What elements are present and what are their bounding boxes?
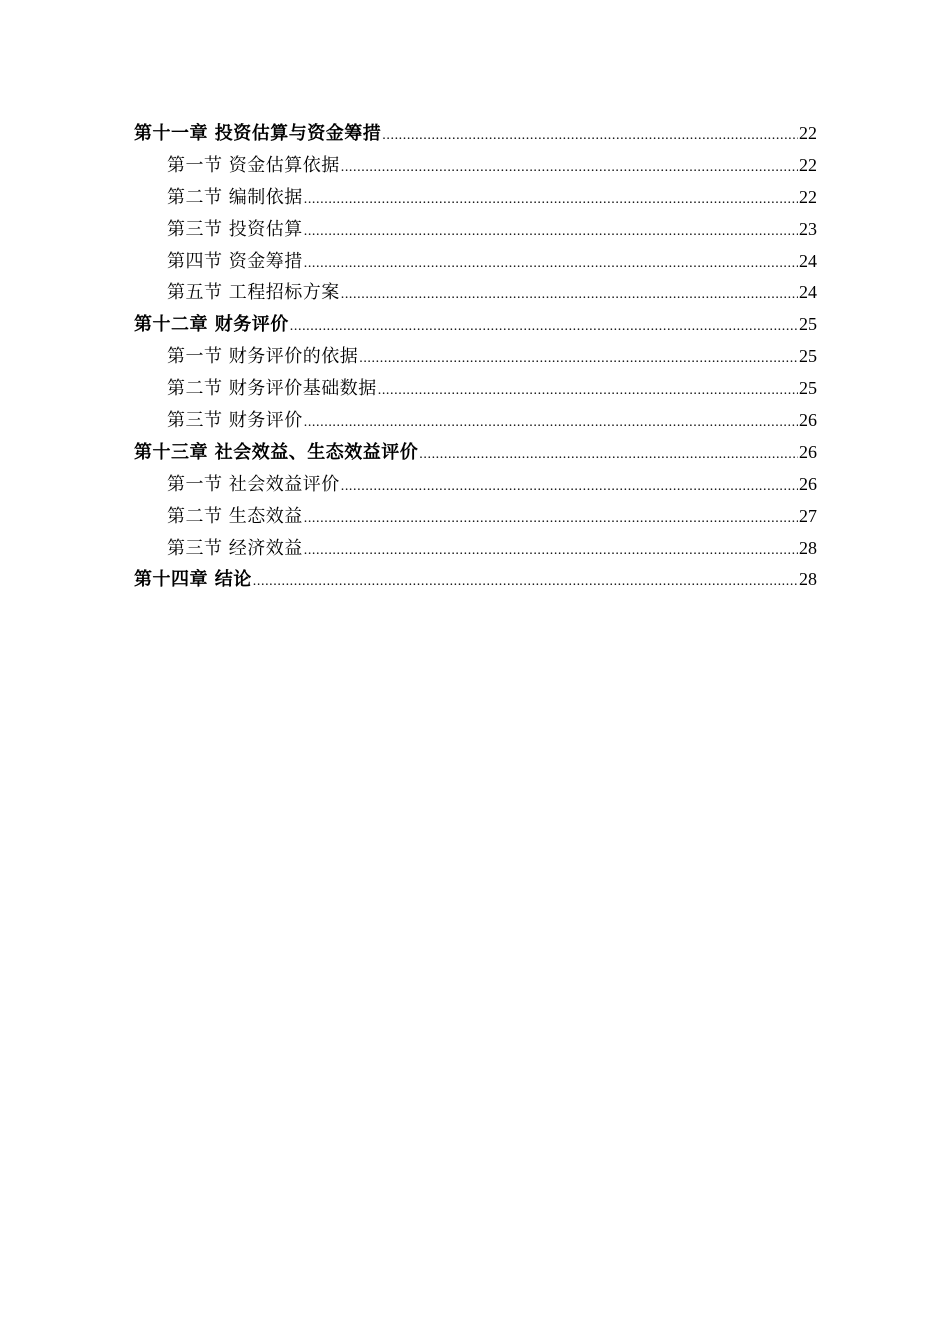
toc-entry-page: 24 bbox=[799, 250, 817, 271]
toc-entry-section[interactable] bbox=[134, 373, 817, 405]
toc-entry-page: 25 bbox=[799, 346, 817, 367]
toc-dot-leader bbox=[341, 471, 798, 503]
toc-entry-chapter-14[interactable] bbox=[134, 564, 817, 596]
toc-entry-section[interactable] bbox=[134, 469, 817, 501]
toc-entry-title: 第三节 投资估算 bbox=[167, 218, 303, 240]
toc-dot-leader bbox=[253, 566, 798, 598]
toc-entry-chapter-12[interactable] bbox=[134, 309, 817, 341]
toc-entry-title: 第三节 经济效益 bbox=[167, 537, 303, 559]
toc-entry-title: 第五节 工程招标方案 bbox=[167, 282, 340, 304]
toc-entry-page: 23 bbox=[799, 218, 817, 239]
toc-dot-leader bbox=[382, 120, 798, 152]
toc-entry-title: 第十三章 社会效益、生态效益评价 bbox=[134, 441, 419, 463]
toc-entry-section[interactable] bbox=[134, 501, 817, 533]
toc-dot-leader bbox=[304, 407, 798, 439]
toc-entry-page: 26 bbox=[799, 410, 817, 431]
toc-entry-page: 25 bbox=[799, 314, 817, 335]
toc-entry-title: 第一节 财务评价的依据 bbox=[167, 346, 359, 368]
toc-entry-page: 26 bbox=[799, 441, 817, 462]
toc-entry-title: 第二节 生态效益 bbox=[167, 505, 303, 527]
toc-entry-title: 第一节 资金估算依据 bbox=[167, 154, 340, 176]
toc-entry-section[interactable] bbox=[134, 533, 817, 565]
toc-entry-chapter-13[interactable] bbox=[134, 437, 817, 469]
toc-entry-page: 27 bbox=[799, 505, 817, 526]
toc-entry-page: 24 bbox=[799, 282, 817, 303]
toc-dot-leader bbox=[341, 152, 798, 184]
toc-dot-leader bbox=[419, 439, 798, 471]
toc-entry-section[interactable] bbox=[134, 341, 817, 373]
toc-dot-leader bbox=[304, 535, 798, 567]
toc-dot-leader bbox=[304, 216, 798, 248]
toc-entry-page: 22 bbox=[799, 123, 817, 143]
toc-entry-page: 28 bbox=[799, 537, 817, 558]
toc-entry-page: 26 bbox=[799, 473, 817, 494]
table-of-contents bbox=[134, 118, 817, 596]
toc-entry-title: 第一节 社会效益评价 bbox=[167, 473, 340, 495]
toc-entry-section[interactable] bbox=[134, 405, 817, 437]
toc-entry-title: 第三节 财务评价 bbox=[167, 410, 303, 432]
toc-dot-leader bbox=[304, 248, 798, 280]
toc-entry-section[interactable] bbox=[134, 182, 817, 214]
toc-entry-title: 第十四章 结论 bbox=[134, 569, 252, 591]
toc-entry-section[interactable] bbox=[134, 150, 817, 182]
toc-entry-title: 第十二章 财务评价 bbox=[134, 314, 289, 336]
toc-entry-page: 28 bbox=[799, 569, 817, 590]
toc-dot-leader bbox=[304, 503, 798, 535]
toc-entry-section[interactable] bbox=[134, 246, 817, 278]
toc-entry-title: 第二节 财务评价基础数据 bbox=[167, 378, 377, 400]
toc-entry-title: 第二节 编制依据 bbox=[167, 186, 303, 208]
toc-entry-title: 第十一章 投资估算与资金筹措 bbox=[134, 123, 382, 144]
toc-dot-leader bbox=[378, 375, 798, 407]
toc-entry-section[interactable] bbox=[134, 277, 817, 309]
toc-dot-leader bbox=[290, 311, 798, 343]
toc-entry-section[interactable] bbox=[134, 214, 817, 246]
toc-entry-title: 第四节 资金筹措 bbox=[167, 250, 303, 272]
toc-dot-leader bbox=[359, 343, 798, 375]
toc-dot-leader bbox=[304, 184, 798, 216]
toc-entry-page: 22 bbox=[799, 186, 817, 207]
toc-dot-leader bbox=[341, 279, 798, 311]
toc-entry-page: 22 bbox=[799, 154, 817, 175]
toc-entry-chapter-11[interactable] bbox=[134, 118, 817, 150]
toc-entry-page: 25 bbox=[799, 378, 817, 399]
